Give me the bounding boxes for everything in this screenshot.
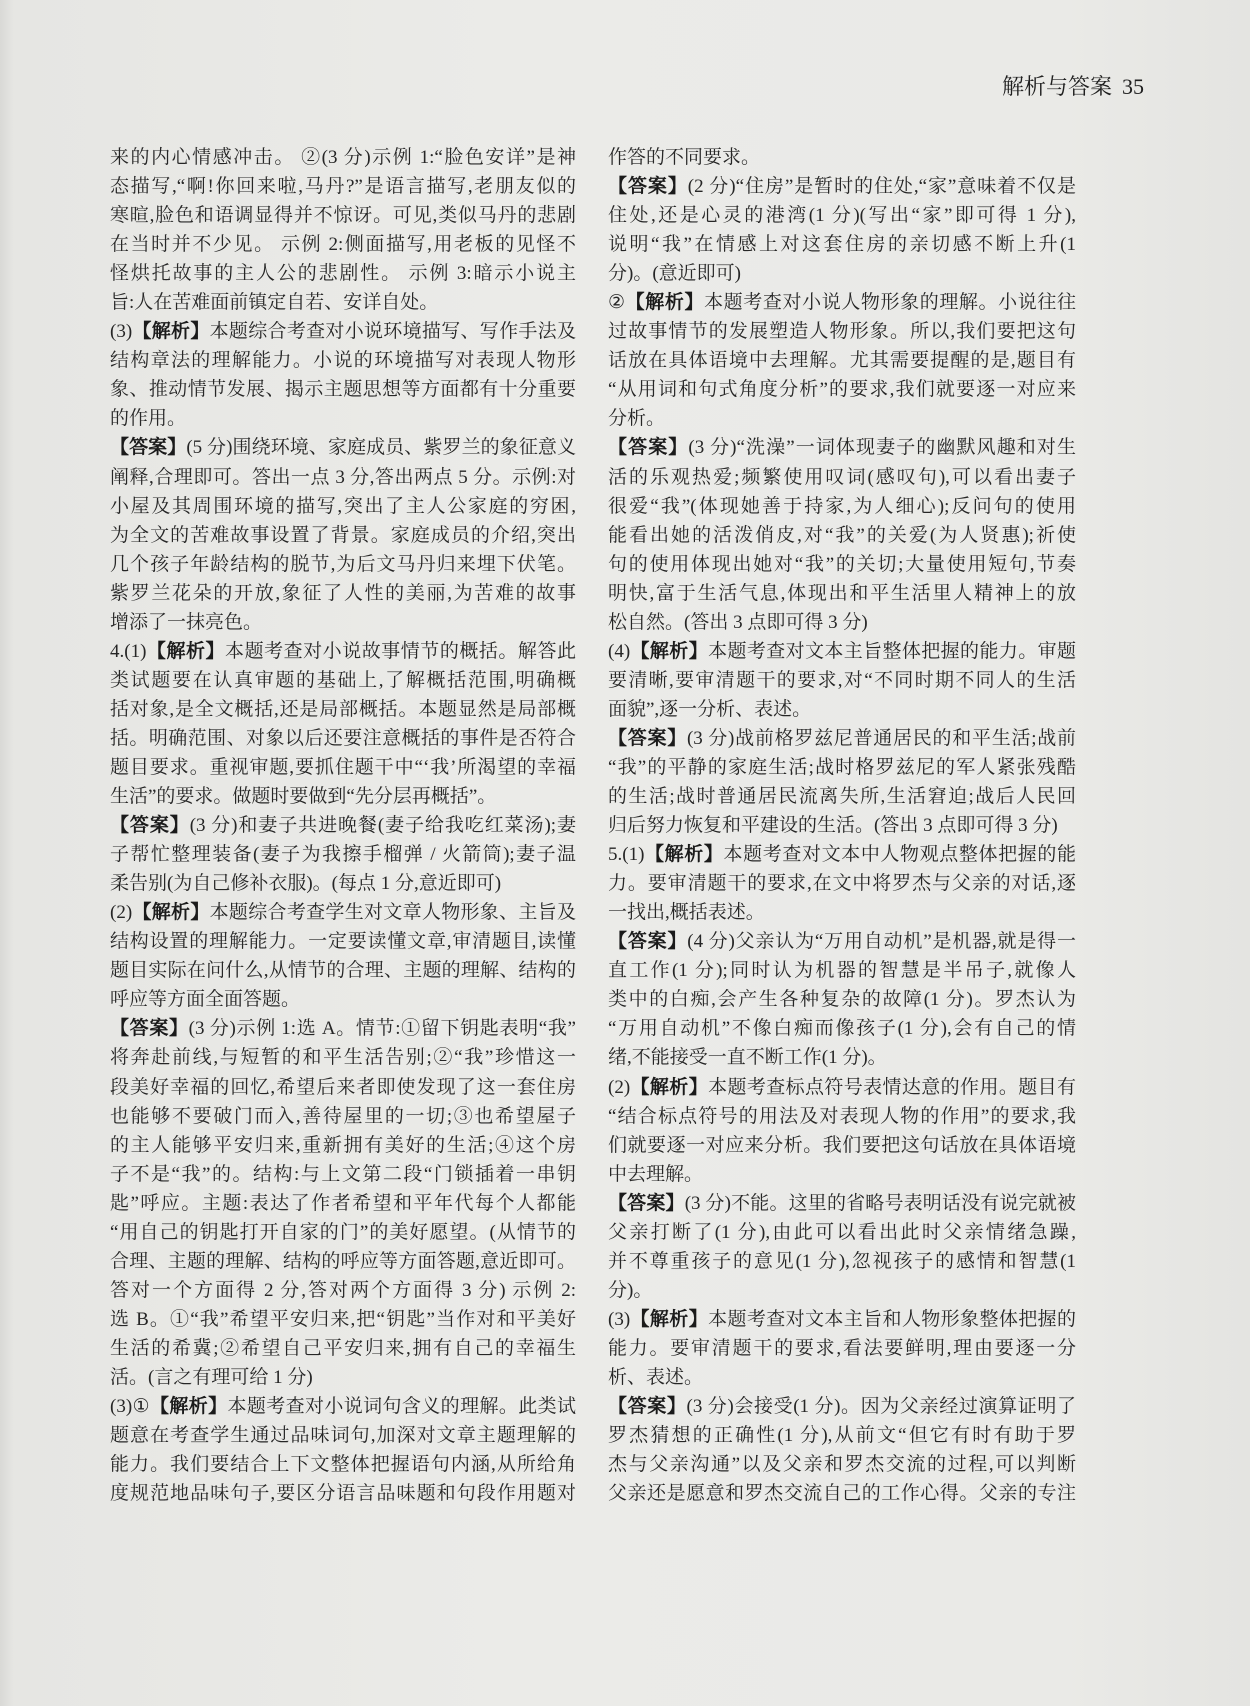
answer-paragraph [110,637,576,811]
text-line: 力。要审清题干的要求,在文中将罗杰与父亲的对话,逐 [608,873,1076,895]
text-line: 【答案】(3 分)不能。这里的省略号表明话没有说完就被 [608,1192,1076,1214]
section-label: 【解析】 [630,1076,709,1098]
text-line: 【答案】(3 分)示例 1:选 A。情节:①留下钥匙表明“我” [110,1018,576,1040]
text-line: 杰与父亲沟通”以及父亲和罗杰交流的过程,可以判断 [608,1454,1076,1476]
text-line: 分析。 [608,408,666,430]
answer-paragraph [608,172,1076,288]
text-line: 紫罗兰花朵的开放,象征了人性的美丽,为苦难的故事 [110,582,576,604]
text-line: (3)【解析】本题综合考查对小说环境描写、写作手法及 [110,321,576,343]
answer-paragraph [110,811,576,898]
section-label: 【答案】 [608,176,688,198]
running-header [1002,72,1144,102]
text-line: 答对一个方面得 2 分,答对两个方面得 3 分) 示例 2: [110,1279,576,1301]
text-line: 一找出,概括表述。 [608,902,765,924]
answer-paragraph [608,433,1076,636]
section-label: 【答案】 [608,437,689,459]
text-line: 小屋及其周围环境的描写,突出了主人公家庭的穷困, [110,495,576,517]
text-line: 态描写,“啊!你回来啦,马丹?”是语言描写,老朋友似的 [110,176,576,198]
text-line: 结构设置的理解能力。一定要读懂文章,审清题目,读懂 [110,931,576,953]
section-label: 【解析】 [630,640,709,662]
text-line: 父亲打断了(1 分),由此可以看出此时父亲情绪急躁, [608,1221,1076,1243]
text-line: 在当时并不少见。 示例 2:侧面描写,用老板的见怪不 [110,234,576,256]
text-line: 【答案】(3 分)“洗澡”一词体现妻子的幽默风趣和对生 [608,437,1076,459]
answer-paragraph [110,317,576,433]
answer-paragraph [608,288,1076,433]
section-label: 【解析】 [132,321,210,343]
text-line: 子不是“我”的。结构:与上文第二段“门锁插着一串钥 [110,1163,576,1185]
text-line: 柔告别(为自己修补衣服)。(每点 1 分,意近即可) [110,873,502,895]
text-line: 生活”的要求。做题时要做到“先分层再概括”。 [110,786,497,808]
section-label: 【解析】 [630,1308,709,1330]
text-line: 住处,还是心灵的港湾(1 分)(写出“家”即可得 1 分), [608,205,1076,227]
text-line: 题目实际在问什么,从情节的合理、主题的理解、结构的 [110,960,576,982]
text-line: 括。明确范围、对象以后还要注意概括的事件是否符合 [110,727,576,749]
text-line: 能看出她的活泼俏皮,对“我”的关爱(为人贤惠);祈使 [608,524,1076,546]
text-line: 题目要求。重视审题,要抓住题干中“‘我’所渴望的幸福 [110,756,576,778]
text-line: 匙”呼应。主题:表达了作者希望和平年代每个人都能 [110,1192,576,1214]
text-line: 类试题要在认真审题的基础上,了解概括范围,明确概 [110,669,576,691]
text-line: 来的内心情感冲击。 ②(3 分)示例 1:“脸色安详”是神 [110,147,576,168]
text-line: 【答案】(2 分)“住房”是暂时的住处,“家”意味着不仅是 [608,176,1076,198]
text-line: 过故事情节的发展塑造人物形象。所以,我们要把这句 [608,321,1076,343]
text-line: “我”的平静的家庭生活;战时格罗兹尼的军人紧张残酷 [608,756,1076,778]
text-line: 象、推动情节发展、揭示主题思想等方面都有十分重要 [110,379,576,401]
text-line: 度规范地品味句子,要区分语言品味题和句段作用题对 [110,1483,576,1505]
section-label: 【答案】 [110,437,187,459]
answer-paragraph [608,143,1076,172]
section-label: 【解析】 [146,640,226,662]
text-line: (4)【解析】本题考查对文本主旨整体把握的能力。审题 [608,640,1076,662]
section-label: 【答案】 [110,1018,189,1040]
answer-paragraph [608,1189,1076,1305]
text-line: 4.(1)【解析】本题考查对小说故事情节的概括。解答此 [110,640,576,662]
text-line: 合理、主题的理解、结构的呼应等方面答题,意近即可。 [110,1250,576,1272]
section-label: 【答案】 [110,815,190,837]
answer-paragraph [608,1073,1076,1189]
text-line: 中去理解。 [608,1163,704,1185]
text-line: 【答案】(3 分)战前格罗兹尼普通居民的和平生活;战前 [608,727,1076,749]
text-line: 析、表述。 [608,1366,704,1388]
text-line: 类中的白痴,会产生各种复杂的故障(1 分)。罗杰认为 [608,989,1076,1011]
text-line: 段美好幸福的回忆,希望后来者即使发现了这一套住房 [110,1076,576,1098]
text-line: 【答案】(3 分)和妻子共进晚餐(妻子给我吃红菜汤);妻 [110,815,576,837]
text-line: 题意在考查学生通过品味词句,加深对文章主题理解的 [110,1425,576,1447]
text-line: 【答案】(4 分)父亲认为“万用自动机”是机器,就是得一 [608,931,1076,953]
text-line: 括对象,是全文概括,还是局部概括。本题显然是局部概 [110,698,576,720]
text-line: 松自然。(答出 3 点即可得 3 分) [608,611,868,633]
text-line: 分)。 [608,1279,653,1301]
text-line: “从用词和句式角度分析”的要求,我们就要逐一对应来 [608,379,1076,401]
text-line: “万用自动机”不像白痴而像孩子(1 分),会有自己的情 [608,1018,1076,1040]
text-line: 归后努力恢复和平建设的生活。(答出 3 点即可得 3 分) [608,815,1058,837]
section-title: 解析与答案 [1001,74,1112,99]
right-column [608,143,1076,1508]
text-line: 要清晰,要审清题干的要求,对“不同时期不同人的生活 [608,669,1076,691]
text-line: 增添了一抹亮色。 [110,611,263,633]
text-line: 句的使用体现出她对“我”的关切;大量使用短句,节奏 [608,553,1076,575]
text-line: 说明“我”在情感上对这套住房的亲切感不断上升(1 [608,234,1076,256]
answer-paragraph [110,1392,576,1508]
answer-paragraph [608,927,1076,1072]
text-line: ②【解析】本题考查对小说人物形象的理解。小说往往 [608,292,1076,314]
text-line: 呼应等方面全面答题。 [110,989,301,1011]
text-line: 父亲还是愿意和罗杰交流自己的工作心得。父亲的专注 [608,1483,1076,1505]
section-label: 【解析】 [644,844,724,866]
answer-paragraph [110,1014,576,1392]
text-line: 分)。(意近即可) [608,263,741,285]
text-line: 结构章法的理解能力。小说的环境描写对表现人物形 [110,350,576,372]
text-line: 生活的希冀;②希望自己平安归来,拥有自己的幸福生 [110,1337,576,1359]
text-line: 直工作(1 分);同时认为机器的智慧是半吊子,就像人 [608,960,1076,982]
text-line: “用自己的钥匙打开自家的门”的美好愿望。(从情节的 [110,1221,576,1243]
text-line: 的生活;战时普通居民流离失所,生活窘迫;战后人民回 [608,786,1076,808]
text-line: 活。(言之有理可给 1 分) [110,1366,313,1388]
answer-paragraph [110,433,576,636]
text-line: 几个孩子年龄结构的脱节,为后文马丹归来埋下伏笔。 [110,553,576,575]
text-line: 将奔赴前线,与短暂的和平生活告别;②“我”珍惜这一 [110,1047,576,1069]
text-line: 【答案】(3 分)会接受(1 分)。因为父亲经过演算证明了 [608,1396,1076,1418]
text-line: (3)【解析】本题考查对文本主旨和人物形象整体把握的 [608,1308,1076,1330]
answer-paragraph [608,637,1076,724]
answer-paragraph [608,1392,1076,1508]
text-line: 为全文的苦难故事设置了背景。家庭成员的介绍,突出 [110,524,576,546]
page-number: 35 [1122,74,1144,99]
text-line: 怪烘托故事的主人公的悲剧性。 示例 3:暗示小说主 [110,263,576,285]
section-label: 【解析】 [625,292,705,314]
text-line: 能力。我们要结合上下文整体把握语句内涵,从所给角 [110,1454,576,1476]
text-line: (2)【解析】本题考查标点符号表情达意的作用。题目有 [608,1076,1076,1098]
section-label: 【解析】 [132,902,210,924]
answer-paragraph [608,1305,1076,1392]
text-line: 罗杰猜想的正确性(1 分),从前文“但它有时有助于罗 [608,1425,1076,1447]
text-line: 的作用。 [110,408,187,430]
text-line: 选 B。①“我”希望平安归来,把“钥匙”当作对和平美好 [110,1308,576,1330]
answer-paragraph [110,143,576,317]
text-line: 的主人能够平安归来,重新拥有美好的生活;④这个房 [110,1134,576,1156]
text-line: 并不尊重孩子的意见(1 分),忽视孩子的感情和智慧(1 [608,1250,1076,1272]
text-line: 寒暄,脸色和语调显得并不惊讶。可见,类似马丹的悲剧 [110,205,576,227]
left-column [110,143,576,1508]
section-label: 【答案】 [608,727,687,749]
section-label: 【答案】 [608,1396,687,1418]
text-line: 也能够不要破门而入,善待屋里的一切;③也希望屋子 [110,1105,576,1127]
text-line: 5.(1)【解析】本题考查对文本中人物观点整体把握的能 [608,844,1076,866]
text-line: 阐释,合理即可。答出一点 3 分,答出两点 5 分。示例:对 [110,466,576,488]
text-line: 明快,富于生活气息,体现出和平生活里人精神上的放 [608,582,1076,604]
text-line: 话放在具体语境中去理解。尤其需要提醒的是,题目有 [608,350,1076,372]
text-line: 能力。要审清题干的要求,看法要鲜明,理由要逐一分 [608,1337,1076,1359]
text-line: 【答案】(5 分)围绕环境、家庭成员、紫罗兰的象征意义 [110,437,576,459]
text-line: 面貌”,逐一分析、表述。 [608,698,812,720]
text-line: (3)①【解析】本题考查对小说词句含义的理解。此类试 [110,1396,576,1418]
text-line: 活的乐观热爱;频繁使用叹词(感叹句),可以看出妻子 [608,466,1076,488]
text-line: (2)【解析】本题综合考查学生对文章人物形象、主旨及 [110,902,576,924]
section-label: 【答案】 [608,931,688,953]
text-line: “结合标点符号的用法及对表现人物的作用”的要求,我 [608,1105,1076,1127]
text-line: 旨:人在苦难面前镇定自若、安详自处。 [110,292,439,314]
text-line: 绪,不能接受一直不断工作(1 分)。 [608,1047,887,1069]
answer-paragraph [110,898,576,1014]
text-line: 子帮忙整理装备(妻子为我擦手榴弹 / 火箭筒);妻子温 [110,844,576,866]
answer-paragraph [608,724,1076,840]
text-line: 们就要逐一对应来分析。我们要把这句话放在具体语境 [608,1134,1076,1156]
answer-paragraph [608,840,1076,927]
text-line: 作答的不同要求。 [608,147,761,168]
section-label: 【解析】 [149,1396,228,1418]
section-label: 【答案】 [608,1192,685,1214]
text-line: 很爱“我”(体现她善于持家,为人细心);反问句的使用 [608,495,1076,517]
